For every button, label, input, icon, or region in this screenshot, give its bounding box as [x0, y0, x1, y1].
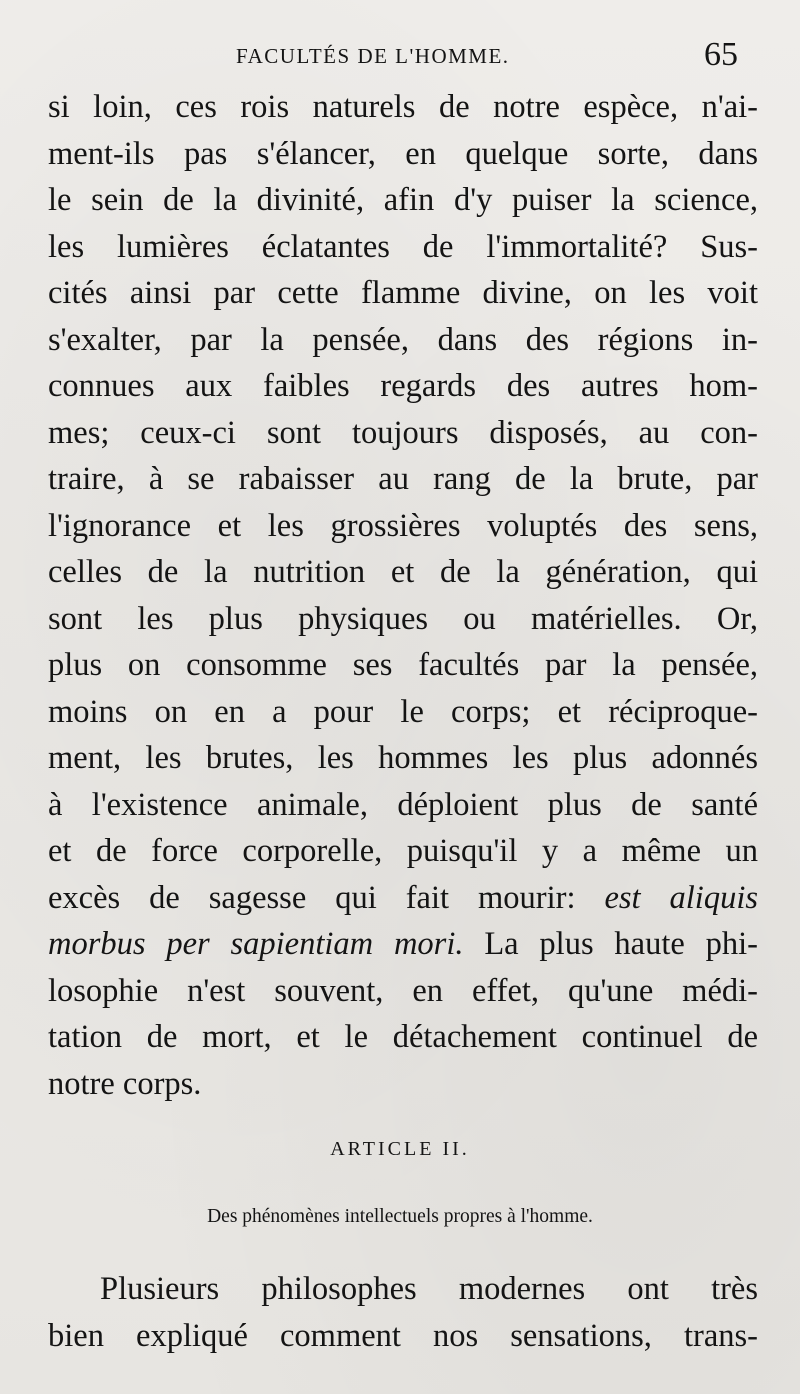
text-line-with-latin — [48, 875, 758, 922]
text-line: plus on consomme ses facultés par la pensée, — [48, 647, 758, 683]
text-line: mes; ceux-ci sont toujours disposés, au con- — [48, 414, 758, 451]
text-line: cités ainsi par cette flamme divine, on les voit — [48, 275, 758, 311]
text-line: bien expliqué comment nos sensations, trans- — [48, 1317, 758, 1354]
text-line: et de force corporelle, puisqu'il y a même un — [48, 833, 758, 869]
text-line: le sein de la divinité, afin d'y puiser la science, — [48, 182, 758, 218]
latin-quote: est aliquis — [604, 879, 758, 916]
article-heading: ARTICLE II. — [330, 1138, 470, 1160]
text-line: losophie n'est souvent, en effet, qu'une médi- — [48, 972, 758, 1009]
paragraph-1 — [48, 84, 758, 1107]
text-line: Plusieurs philosophes modernes ont très — [100, 1271, 758, 1307]
text-line: à l'existence animale, déploient plus de santé — [48, 786, 758, 823]
latin-quote: morbus per sapientiam mori. — [48, 926, 464, 962]
paragraph-2 — [48, 1266, 758, 1359]
running-head — [0, 36, 800, 80]
text-line: moins on en a pour le corps; et réciproque- — [48, 693, 758, 730]
text-line: connues aux faibles regards des autres hom- — [48, 368, 758, 404]
article-subtitle: Des phénomènes intellectuels propres à l'homme. — [207, 1206, 593, 1227]
text-run: excès de sagesse qui fait mourir: — [48, 879, 605, 916]
text-line: celles de la nutrition et de la génération, qui — [48, 554, 758, 590]
text-line: les lumières éclatantes de l'immortalité? Sus- — [48, 228, 758, 265]
text-line: sont les plus physiques ou matérielles. Or, — [48, 600, 758, 637]
text-line: tation de mort, et le détachement continuel de — [48, 1019, 758, 1055]
text-run: La plus haute phi- — [463, 926, 758, 962]
text-line: traire, à se rabaisser au rang de la brute, par — [48, 461, 758, 497]
text-line-with-latin — [48, 921, 758, 968]
text-line: ment, les brutes, les hommes les plus adonnés — [48, 740, 758, 776]
text-line: l'ignorance et les grossières voluptés des sens, — [48, 507, 758, 544]
text-line: s'exalter, par la pensée, dans des régions in- — [48, 321, 758, 358]
page-number: 65 — [704, 36, 738, 73]
text-line: ment-ils pas s'élancer, en quelque sorte, dans — [48, 135, 758, 172]
running-title: FACULTÉS DE L'HOMME. — [236, 44, 510, 68]
text-line: si loin, ces rois naturels de notre espèce, n'ai- — [48, 89, 758, 125]
text-line: notre corps. — [48, 1065, 202, 1102]
